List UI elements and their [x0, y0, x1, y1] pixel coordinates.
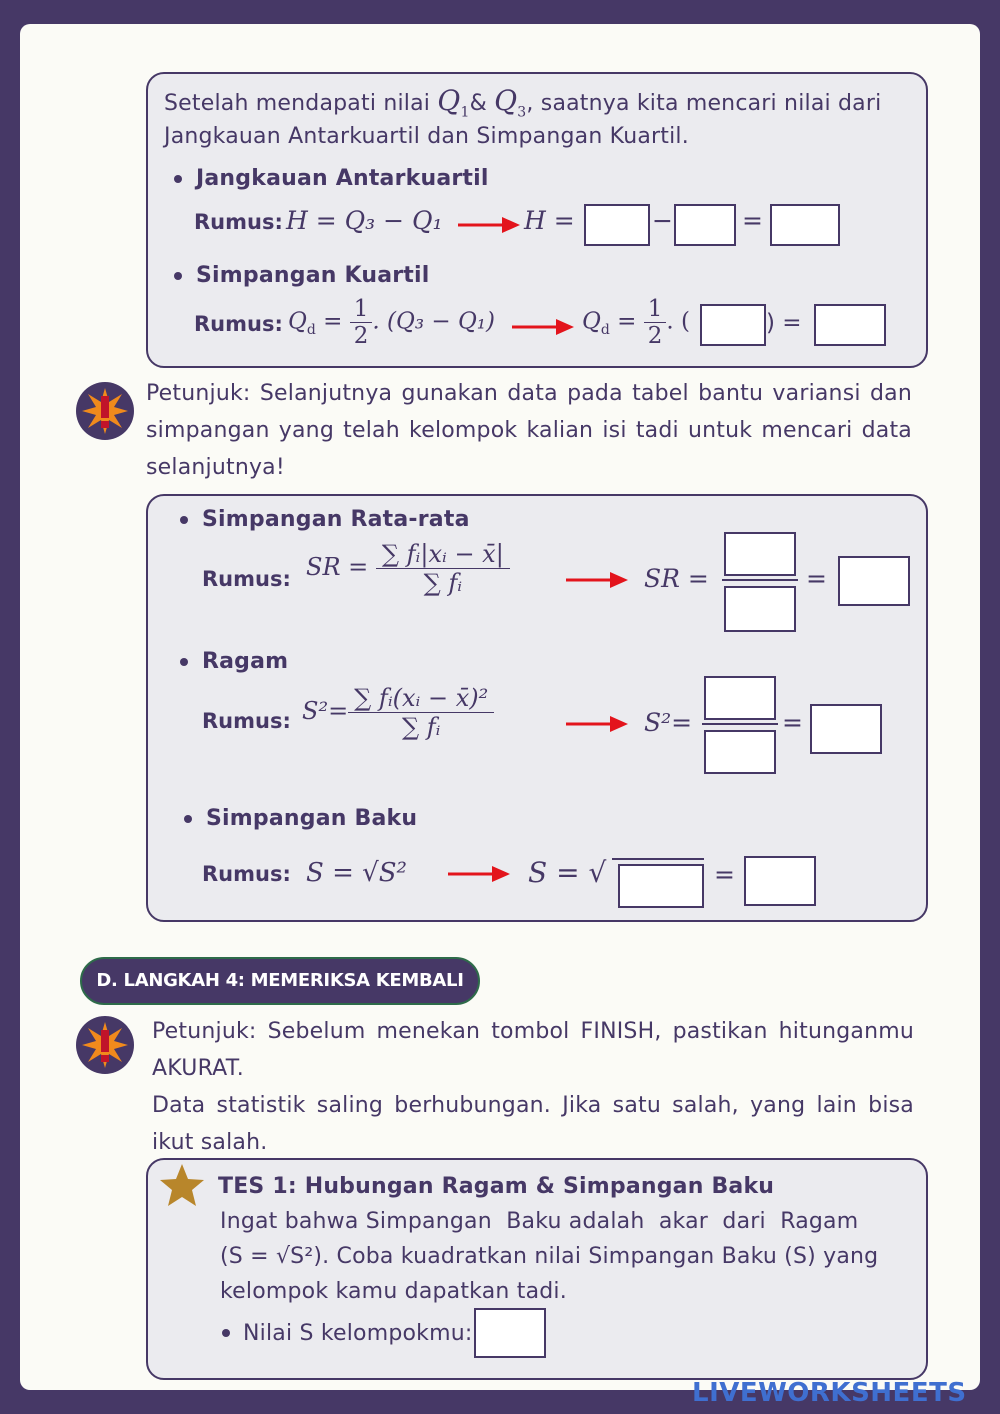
- tes1-line2: (S = √S²). Coba kuadratkan nilai Simpangan Baku (S) yang: [220, 1244, 879, 1269]
- rumus-label: Rumus:: [202, 862, 291, 886]
- arrow-right-icon: [458, 215, 520, 235]
- arrow-right-icon: [448, 864, 510, 884]
- sr-numerator-input[interactable]: [724, 532, 796, 576]
- qd-close: ) =: [766, 310, 802, 336]
- baku-result-input[interactable]: [744, 856, 816, 906]
- fraction-bar: [702, 723, 778, 725]
- answer-h-lhs: H =: [524, 206, 575, 235]
- equals-sign: =: [742, 206, 763, 235]
- ragam-result-input[interactable]: [810, 704, 882, 754]
- warning-icon: [76, 382, 134, 440]
- ragam-numerator-input[interactable]: [704, 676, 776, 720]
- ragam-formula: S²= $\frac{\text{∑ fᵢ(xᵢ − x̄)²}}{\text{∑ fᵢ}}$: [302, 684, 494, 741]
- q3-answer-input[interactable]: [584, 204, 650, 246]
- simpangan-kuartil-title: Simpangan Kuartil: [196, 263, 430, 288]
- ragam-denominator-input[interactable]: [704, 730, 776, 774]
- step4-header: D. LANGKAH 4: MEMERIKSA KEMBALI: [80, 957, 480, 1005]
- sr-answer-lhs: SR =: [644, 564, 709, 593]
- h-result-input[interactable]: [770, 204, 840, 246]
- ragam-answer-lhs: S²=: [644, 708, 693, 737]
- qd-result-input[interactable]: [814, 304, 886, 346]
- bullet: [174, 175, 182, 183]
- q1-answer-input[interactable]: [674, 204, 736, 246]
- equals-sign: =: [714, 860, 735, 889]
- bullet: [174, 272, 182, 280]
- qd-diff-input[interactable]: [700, 304, 766, 346]
- equals-sign: =: [782, 708, 803, 737]
- tes1-bullet-label: Nilai S kelompokmu:: [243, 1321, 473, 1346]
- rumus-label: Rumus:: [202, 709, 291, 733]
- baku-answer-lhs: S = √: [528, 856, 607, 889]
- minus-sign: −: [652, 206, 673, 235]
- tes1-line3: kelompok kamu dapatkan tadi.: [220, 1279, 567, 1304]
- bullet: [184, 815, 192, 823]
- baku-radicand-input[interactable]: [618, 864, 704, 908]
- arrow-right-icon: [566, 570, 628, 590]
- bullet: [180, 516, 188, 524]
- intro-text-2: Jangkauan Antarkuartil dan Simpangan Kuartil.: [164, 124, 689, 149]
- sr-formula: SR = $\frac{\text{∑ fᵢ|xᵢ − x̄|}}{\text{∑ fᵢ}}$: [306, 540, 510, 597]
- star-icon: [158, 1162, 206, 1208]
- bullet: [222, 1329, 230, 1337]
- liveworksheets-logo: LIVEWORKSHEETS: [692, 1378, 967, 1408]
- tes1-line1: Ingat bahwa Simpangan Baku adalah akar dari Ragam: [220, 1209, 859, 1234]
- formula-h: H = Q₃ − Q₁: [286, 206, 443, 235]
- ragam-title: Ragam: [202, 649, 289, 674]
- bullet: [180, 658, 188, 666]
- jangkauan-title: Jangkauan Antarkuartil: [196, 166, 489, 191]
- baku-formula: S = √S²: [306, 858, 407, 888]
- sr-result-input[interactable]: [838, 556, 910, 606]
- warning-icon: [76, 1016, 134, 1074]
- rumus-label: Rumus:: [194, 210, 283, 234]
- sr-denominator-input[interactable]: [724, 586, 796, 632]
- sr-title: Simpangan Rata-rata: [202, 507, 470, 532]
- baku-title: Simpangan Baku: [206, 806, 418, 831]
- fraction-bar: [722, 579, 798, 581]
- formula-qd: $Q_d$ = $\frac{1}{2}$ . (Q₃ − Q₁): [288, 296, 495, 349]
- answer-qd: $Q_d$ = $\frac{1}{2}$ . (: [582, 296, 690, 349]
- tes1-title: TES 1: Hubungan Ragam & Simpangan Baku: [218, 1174, 775, 1199]
- arrow-right-icon: [566, 714, 628, 734]
- petunjuk-2b: Data statistik saling berhubungan. Jika satu salah, yang lain bisa ikut salah.: [152, 1093, 914, 1155]
- nilai-s-input[interactable]: [474, 1308, 546, 1358]
- rumus-label: Rumus:: [202, 567, 291, 591]
- petunjuk-1: Petunjuk: Selanjutnya gunakan data pada tabel bantu variansi dan simpangan yang telah kelompok kalian isi tadi untuk mencari data selanjutnya!: [146, 381, 912, 480]
- rumus-label: Rumus:: [194, 312, 283, 336]
- intro-text: Setelah mendapati nilai $Q_1\&$ $Q_3$, saatnya kita mencari nilai dari: [164, 84, 882, 121]
- sqrt-bar: [612, 858, 704, 860]
- arrow-right-icon: [512, 317, 574, 337]
- equals-sign: =: [806, 564, 827, 593]
- petunjuk-2a: Petunjuk: Sebelum menekan tombol FINISH, pastikan hitunganmu AKURAT.: [152, 1019, 914, 1081]
